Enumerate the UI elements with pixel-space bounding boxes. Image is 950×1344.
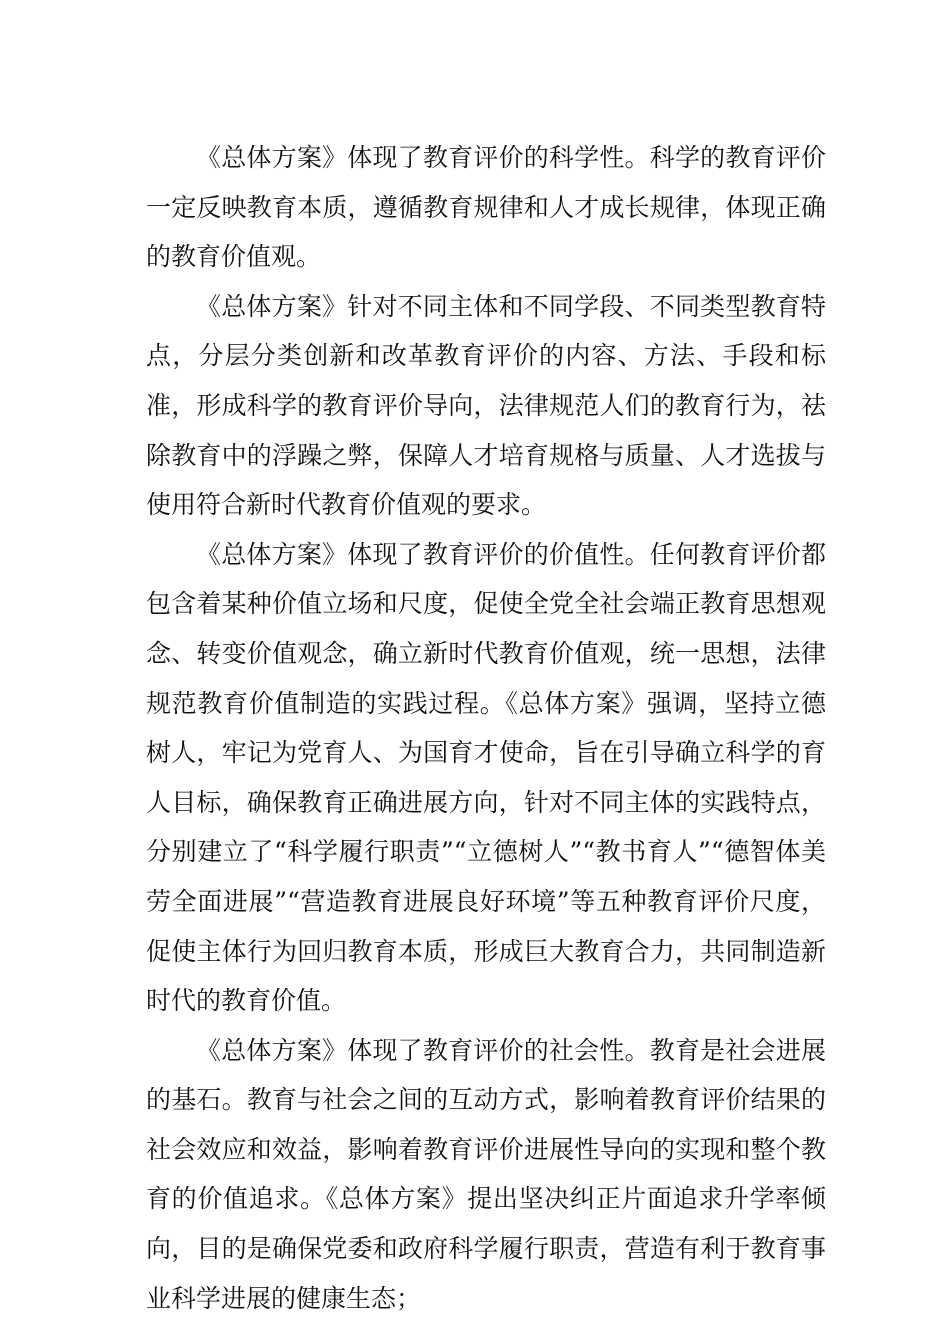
document-body: [146, 133, 826, 1323]
paragraph-scientific: 《总体方案》体现了教育评价的科学性。科学的教育评价一定反映教育本质，遵循教育规律和人才成长规律，体现正确的教育价值观。: [146, 143, 826, 272]
paragraph-layered-reform: 《总体方案》针对不同主体和不同学段、不同类型教育特点，分层分类创新和改革教育评价的内容、方法、手段和标准，形成科学的教育评价导向，法律规范人们的教育行为，祛除教育中的浮躁之弊，保障人才培育规格与质量、人才选拔与使用符合新时代教育价值观的要求。: [146, 291, 826, 520]
paragraph-social: 《总体方案》体现了教育评价的社会性。教育是社会进展的基石。教育与社会之间的互动方式，影响着教育评价结果的社会效应和效益，影响着教育评价进展性导向的实现和整个教育的价值追求。《总体方案》提出坚决纠正片面追求升学率倾向，目的是确保党委和政府科学履行职责，营造有利于教育事业科学进展的健康生态；: [146, 1035, 826, 1313]
paragraph-value: 《总体方案》体现了教育评价的价值性。任何教育评价都包含着某种价值立场和尺度，促使全党全社会端正教育思想观念、转变价值观念，确立新时代教育价值观，统一思想，法律规范教育价值制造的实践过程。《总体方案》强调，坚持立德树人，牢记为党育人、为国育才使命，旨在引导确立科学的育人目标，确保教育正确进展方向，针对不同主体的实践特点，分别建立了“科学履行职责”“立德树人”“教书育人”“德智体美劳全面进展”“营造教育进展良好环境”等五种教育评价尺度，促使主体行为回归教育本质，形成巨大教育合力，共同制造新时代的教育价值。: [146, 539, 826, 1016]
